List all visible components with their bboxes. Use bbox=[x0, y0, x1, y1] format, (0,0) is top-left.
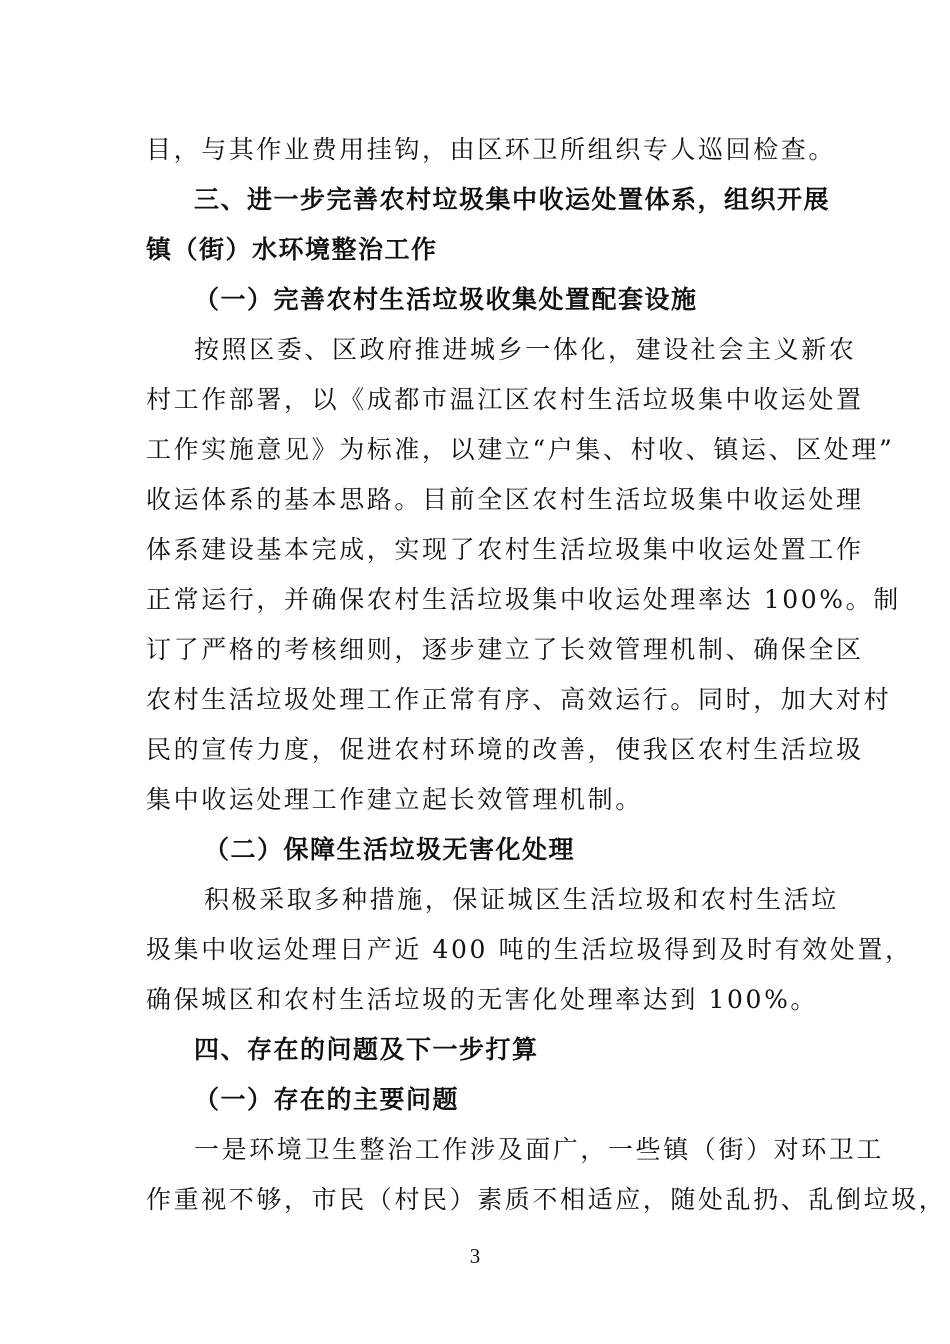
subsection-heading: （二）保障生活垃圾无害化处理 bbox=[204, 835, 576, 864]
body-text-line: 村工作部署，以《成都市温江区农村生活垃圾集中收运处置 bbox=[146, 385, 864, 414]
body-text-line: 一是环境卫生整治工作涉及面广，一些镇（街）对环卫工 bbox=[194, 1135, 885, 1164]
body-text-line: 确保城区和农村生活垃圾的无害化处理率达到 100%。 bbox=[146, 985, 819, 1014]
section-heading-line: 四、存在的问题及下一步打算 bbox=[194, 1035, 539, 1064]
body-text-line: 积极采取多种措施，保证城区生活垃圾和农村生活垃 bbox=[204, 885, 839, 914]
body-text-line: 集中收运处理工作建立起长效管理机制。 bbox=[146, 785, 643, 814]
body-text-line: 民的宣传力度，促进农村环境的改善，使我区农村生活垃圾 bbox=[146, 735, 864, 764]
body-text-line: 订了严格的考核细则，逐步建立了长效管理机制、确保全区 bbox=[146, 635, 864, 664]
section-heading-line: 镇（街）水环境整治工作 bbox=[146, 235, 438, 264]
body-text-line: 正常运行，并确保农村生活垃圾集中收运处理率达 100%。制 bbox=[146, 585, 901, 614]
section-heading-line: 三、进一步完善农村垃圾集中收运处置体系，组织开展 bbox=[194, 185, 831, 214]
subsection-heading: （一）完善农村生活垃圾收集处置配套设施 bbox=[194, 285, 698, 314]
body-text-line: 按照区委、区政府推进城乡一体化，建设社会主义新农 bbox=[194, 335, 857, 364]
body-text-line: 工作实施意见》为标准，以建立“户集、村收、镇运、区处理” bbox=[146, 435, 895, 464]
subsection-heading: （一）存在的主要问题 bbox=[194, 1085, 460, 1114]
body-text-line: 农村生活垃圾处理工作正常有序、高效运行。同时，加大对村 bbox=[146, 685, 892, 714]
body-text-line: 圾集中收运处理日产近 400 吨的生活垃圾得到及时有效处置， bbox=[146, 935, 913, 964]
body-text-line: 体系建设基本完成，实现了农村生活垃圾集中收运处置工作 bbox=[146, 535, 864, 564]
body-text-line: 作重视不够，市民（村民）素质不相适应，随处乱扔、乱倒垃圾， bbox=[146, 1185, 947, 1214]
body-text-line: 目，与其作业费用挂钩，由区环卫所组织专人巡回检查。 bbox=[146, 135, 837, 164]
page-number: 3 bbox=[469, 1244, 481, 1268]
body-text-line: 收运体系的基本思路。目前全区农村生活垃圾集中收运处理 bbox=[146, 485, 864, 514]
